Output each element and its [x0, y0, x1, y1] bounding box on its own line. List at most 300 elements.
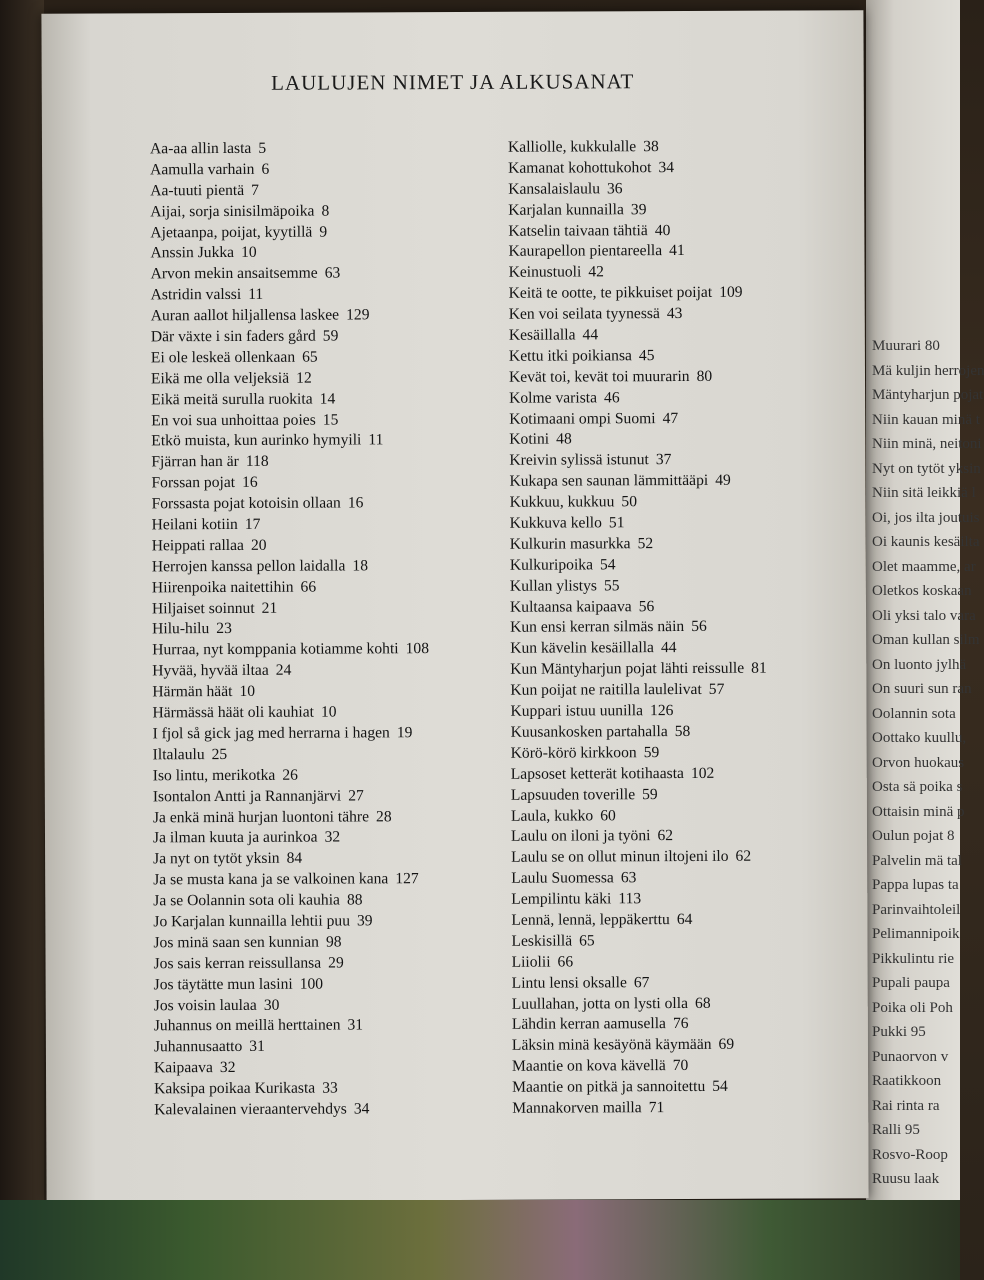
index-entry: [153, 869, 430, 891]
entry-title: Lempilintu käki: [511, 890, 612, 908]
adjacent-page: [866, 0, 984, 1250]
index-entry: [154, 1036, 431, 1058]
entry-title: Härmässä häät oli kauhiat: [152, 703, 315, 722]
entry-title: Eikä meitä surulla ruokita: [151, 390, 313, 409]
adjacent-page-fragment: Rai rinta ra: [872, 1097, 940, 1114]
adjacent-page-fragment: Nyt on tytöt yksin: [872, 460, 981, 477]
entry-title: Eikä me olla veljeksiä: [150, 369, 290, 388]
entry-title: Kalevalainen vieraantervehdys: [154, 1100, 347, 1119]
index-entry: [510, 638, 767, 660]
entry-title: Aa-aa allin lasta: [149, 139, 252, 158]
entry-title: Kun kävelin kesäillalla: [510, 639, 654, 658]
entry-title: Där växte i sin faders gård: [150, 327, 316, 346]
entry-page-number: 25: [211, 745, 228, 763]
index-entry: [511, 742, 768, 764]
entry-title: Astridin valssi: [150, 286, 242, 304]
entry-title: Kukkuva kello: [509, 514, 602, 532]
adjacent-page-fragment: Oi, jos ilta joutuis: [872, 509, 980, 526]
entry-title: Lennä, lennä, leppäkerttu: [511, 911, 670, 929]
index-entry: [152, 514, 429, 536]
adjacent-page-fragment: Ottaisin minä p: [872, 803, 965, 820]
entry-page-number: 12: [296, 369, 312, 387]
index-entry: [153, 911, 430, 933]
index-entry: [509, 471, 766, 493]
entry-page-number: 62: [657, 827, 674, 845]
entry-page-number: 49: [715, 472, 731, 490]
index-entry: [153, 890, 430, 912]
entry-title: Jos täytätte mun lasini: [153, 975, 293, 993]
entry-page-number: 16: [347, 494, 364, 512]
entry-page-number: 14: [319, 390, 336, 408]
entry-title: Heilani kotiin: [151, 515, 238, 534]
index-entry: [512, 1077, 769, 1099]
adjacent-page-fragment: Muurari 80: [872, 338, 940, 354]
index-entry: [154, 1099, 431, 1121]
index-entry: [153, 828, 430, 850]
entry-title: Karjalan kunnailla: [508, 200, 624, 219]
entry-title: Katselin taivaan tähtiä: [508, 221, 648, 240]
entry-title: Jo Karjalan kunnailla lehtii puu: [153, 912, 351, 931]
entry-title: Kotimaani ompi Suomi: [509, 409, 656, 428]
adjacent-page-fragment: Pelimannipoik: [872, 926, 960, 942]
background-photo-strip: [0, 1200, 960, 1280]
entry-title: Kulkuripoika: [509, 556, 594, 574]
adjacent-page-fragment: Pikkulintu rie: [872, 950, 955, 967]
entry-page-number: 102: [690, 764, 715, 782]
entry-title: Hilu-hilu: [152, 620, 210, 638]
index-entry: [512, 1035, 769, 1057]
index-entry: [152, 619, 429, 641]
index-entry: [511, 805, 768, 827]
index-entry: [152, 535, 429, 557]
entry-page-number: 21: [261, 599, 278, 617]
entry-page-number: 10: [241, 244, 257, 262]
entry-title: Kamanat kohottukohot: [508, 159, 652, 177]
index-entry: [512, 1098, 769, 1120]
index-entry: [509, 366, 766, 388]
entry-title: Ja se Oolannin sota oli kauhia: [153, 891, 340, 910]
entry-page-number: 30: [263, 996, 280, 1014]
adjacent-page-fragment: Osta sä poika s: [872, 779, 963, 795]
index-entry: [509, 262, 766, 284]
entry-page-number: 63: [324, 264, 341, 282]
index-entry: [154, 974, 431, 996]
index-entry: [510, 617, 767, 639]
adjacent-page-fragment: Pappa lupas ta: [872, 877, 959, 893]
entry-title: Forssan pojat: [151, 474, 236, 492]
entry-title: Lapsoset ketterät kotihaasta: [510, 764, 684, 783]
entry-title: Jos sais kerran reissullansa: [153, 954, 322, 973]
adjacent-page-fragment: Pukki 95: [872, 1024, 926, 1040]
index-entry: [510, 492, 767, 514]
entry-title: Kun Mäntyharjun pojat lähti reissulle: [510, 660, 745, 679]
entry-page-number: 66: [300, 578, 317, 596]
index-entry: [509, 304, 766, 326]
entry-page-number: 8: [321, 202, 330, 220]
entry-page-number: 118: [245, 453, 269, 471]
entry-page-number: 60: [600, 806, 616, 824]
entry-title: Hiljaiset soinnut: [151, 599, 255, 617]
entry-title: Lapsuuden toverille: [510, 785, 636, 804]
index-entry: [152, 639, 429, 661]
entry-page-number: 62: [735, 847, 752, 866]
entry-title: Isontalon Antti ja Rannanjärvi: [152, 787, 342, 805]
adjacent-page-fragment: Ruusu laak: [872, 1171, 940, 1187]
entry-title: Körö-körö kirkkoon: [510, 744, 637, 762]
index-entry: [512, 1056, 769, 1078]
page-title: LAULUJEN NIMET JA ALKUSANAT: [271, 69, 635, 95]
entry-page-number: 31: [249, 1038, 265, 1056]
background-left-edge: [0, 0, 44, 1280]
entry-title: Hiirenpoika naitettihin: [151, 578, 294, 597]
entry-page-number: 98: [325, 933, 342, 951]
entry-page-number: 36: [606, 180, 623, 198]
adjacent-page-fragment: Oolannin sota: [872, 705, 956, 722]
entry-title: Ja nyt on tytöt yksin: [153, 850, 280, 868]
adjacent-page-fragment: Oi kaunis kesäilta: [872, 534, 980, 550]
entry-page-number: 15: [322, 411, 339, 429]
index-entry: [150, 138, 427, 160]
entry-title: Kuppari istuu uunilla: [510, 702, 644, 720]
entry-page-number: 56: [691, 618, 707, 636]
entry-title: Kultaansa kaipaava: [509, 597, 632, 616]
index-entry: [151, 472, 428, 494]
index-entry: [151, 347, 428, 369]
entry-title: Laula, kukko: [510, 806, 594, 825]
entry-title: Mannakorven mailla: [512, 1099, 642, 1117]
adjacent-page-fragment: Oulun pojat 8: [872, 828, 955, 844]
index-entry: [150, 201, 427, 223]
entry-page-number: 67: [633, 973, 650, 991]
adjacent-page-fragment: Punaorvon v: [872, 1048, 949, 1065]
index-page: [41, 10, 868, 1202]
adjacent-page-fragment: Oottako kuullu,: [872, 730, 967, 746]
entry-page-number: 69: [718, 1036, 735, 1054]
entry-page-number: 18: [352, 557, 369, 575]
entry-page-number: 55: [603, 576, 620, 595]
entry-page-number: 50: [621, 493, 638, 511]
index-entry: [151, 305, 428, 327]
index-entry: [510, 554, 767, 576]
index-entry: [510, 701, 767, 723]
entry-title: Ken voi seilata tyynessä: [508, 305, 660, 323]
entry-title: Kaksipa poikaa Kurikasta: [154, 1079, 316, 1098]
adjacent-page-fragment: On luonto jylhä: [872, 656, 967, 673]
adjacent-page-fragment: Olet maamme, ar: [872, 558, 976, 575]
entry-page-number: 48: [556, 430, 572, 449]
entry-page-number: 44: [582, 326, 599, 344]
entry-page-number: 38: [643, 138, 659, 156]
entry-page-number: 59: [322, 327, 339, 345]
entry-title: Ja enkä minä hurjan luontoni tähre: [152, 807, 370, 826]
entry-title: Maantie on pitkä ja sannoitettu: [512, 1077, 706, 1096]
entry-page-number: 126: [649, 702, 674, 720]
entry-page-number: 127: [395, 870, 419, 888]
index-entry: [151, 389, 428, 411]
entry-title: Läksin minä kesäyönä käymään: [511, 1036, 712, 1055]
entry-page-number: 11: [368, 431, 384, 449]
entry-page-number: 32: [219, 1059, 236, 1077]
adjacent-page-fragment: On suuri sun ran: [872, 681, 972, 697]
entry-page-number: 65: [302, 348, 318, 366]
adjacent-page-fragment: Parinvaihtoleil: [872, 901, 961, 918]
entry-title: Luullahan, jotta on lysti olla: [511, 994, 689, 1013]
index-entry: [151, 451, 428, 473]
entry-page-number: 27: [348, 787, 364, 805]
entry-title: Fjärran han är: [151, 453, 239, 471]
index-entry: [150, 243, 427, 265]
index-entry: [512, 1014, 769, 1036]
entry-title: Kansalaislaulu: [508, 180, 601, 198]
entry-title: Aa-tuuti pientä: [150, 181, 245, 200]
entry-page-number: 31: [347, 1016, 364, 1034]
entry-page-number: 9: [319, 223, 328, 241]
entry-page-number: 47: [662, 409, 679, 427]
entry-page-number: 64: [676, 910, 693, 928]
index-entry: [512, 972, 769, 994]
entry-title: Kun poijat ne raitilla laulelivat: [510, 681, 702, 699]
index-entry: [151, 431, 428, 453]
entry-page-number: 16: [242, 474, 258, 492]
index-entry: [511, 930, 768, 952]
index-entry: [153, 723, 430, 745]
index-entry: [152, 556, 429, 578]
entry-page-number: 54: [599, 556, 616, 574]
index-entry: [151, 410, 428, 432]
index-entry: [510, 513, 767, 535]
index-entry: [154, 1078, 431, 1100]
entry-page-number: 70: [672, 1057, 689, 1075]
entry-page-number: 81: [751, 659, 767, 677]
entry-page-number: 80: [696, 367, 713, 385]
index-entry: [509, 429, 766, 451]
entry-title: Jos voisin laulaa: [153, 996, 257, 1014]
entry-page-number: 58: [674, 722, 691, 740]
entry-title: Laulu se on ollut minun iltojeni ilo: [511, 848, 729, 867]
entry-title: Ja ilman kuuta ja aurinkoa: [152, 828, 318, 847]
index-entry: [152, 681, 429, 703]
entry-title: Ajetaanpa, poijat, kyytillä: [150, 223, 313, 241]
index-entry: [509, 346, 766, 368]
entry-title: Juhannus on meillä herttainen: [153, 1016, 341, 1035]
index-entry: [509, 325, 766, 347]
entry-title: Herrojen kanssa pellon laidalla: [151, 557, 346, 576]
index-entry: [509, 283, 766, 305]
adjacent-page-fragment: Niin kauan minä t: [872, 411, 980, 428]
entry-page-number: 17: [244, 515, 261, 533]
entry-title: I fjol så gick jag med herrarna i hagen: [152, 724, 390, 743]
index-entry: [511, 847, 768, 869]
adjacent-page-fragment: Oletkos koskaan: [872, 583, 972, 599]
index-entry: [153, 765, 430, 787]
entry-title: Kun ensi kerran silmäs näin: [510, 618, 685, 637]
entry-page-number: 34: [658, 158, 675, 176]
entry-page-number: 59: [642, 785, 658, 803]
entry-page-number: 52: [637, 535, 654, 553]
entry-title: Leskisillä: [511, 932, 573, 950]
entry-page-number: 66: [557, 953, 574, 971]
index-entry: [508, 199, 765, 221]
entry-page-number: 39: [630, 200, 647, 218]
entry-title: Iltalaulu: [152, 745, 205, 764]
entry-page-number: 29: [328, 954, 344, 972]
entry-title: Kukapa sen saunan lämmittääpi: [509, 472, 709, 491]
entry-title: Heippati rallaa: [151, 536, 244, 555]
adjacent-page-fragment: Mäntyharjun pojat: [872, 387, 984, 403]
entry-page-number: 59: [643, 743, 660, 762]
index-entry: [152, 702, 429, 724]
index-entry: [151, 368, 428, 390]
index-entry: [154, 995, 431, 1017]
entry-page-number: 26: [282, 766, 298, 784]
index-entry: [511, 722, 768, 744]
adjacent-page-fragment: Oman kullan silm: [872, 632, 980, 648]
entry-page-number: 54: [712, 1077, 728, 1095]
entry-page-number: 10: [239, 683, 256, 701]
adjacent-page-fragment: Rosvo-Roop: [872, 1146, 948, 1163]
entry-title: Laulu Suomessa: [511, 869, 614, 887]
entry-page-number: 41: [669, 242, 685, 260]
entry-title: Kulkurin masurkka: [509, 535, 631, 553]
adjacent-page-fragment: Niin minä, neitoni: [872, 436, 982, 452]
entry-page-number: 88: [346, 891, 363, 909]
index-entry: [150, 222, 427, 244]
entry-title: Arvon mekin ansaitsemme: [150, 264, 318, 283]
index-entry: [511, 826, 768, 848]
adjacent-page-fragment: Palvelin mä tal: [872, 852, 962, 869]
entry-title: En voi sua unhoittaa poies: [151, 411, 316, 429]
entry-title: Kalliolle, kukkulalle: [507, 138, 637, 156]
adjacent-page-fragment: Ralli 95: [872, 1122, 920, 1138]
entry-page-number: 68: [694, 994, 711, 1012]
index-column-right: [508, 137, 769, 1120]
index-entry: [511, 784, 768, 806]
entry-title: Kolme varista: [509, 389, 598, 407]
entry-page-number: 84: [286, 849, 303, 868]
index-entry: [152, 577, 429, 599]
index-entry: [509, 450, 766, 472]
index-entry: [508, 137, 765, 159]
entry-page-number: 100: [299, 975, 324, 993]
entry-page-number: 65: [579, 932, 595, 950]
entry-page-number: 44: [660, 639, 677, 657]
index-entry: [151, 263, 428, 285]
index-entry: [153, 807, 430, 829]
entry-page-number: 7: [251, 181, 259, 199]
entry-title: Auran aallot hiljallensa laskee: [150, 306, 340, 325]
entry-page-number: 24: [275, 661, 292, 680]
entry-page-number: 51: [608, 514, 625, 532]
entry-title: Iso lintu, merikotka: [152, 766, 276, 785]
entry-title: Maantie on kova kävellä: [511, 1057, 666, 1075]
index-entry: [154, 1057, 431, 1079]
entry-title: Kesäillalla: [508, 326, 576, 344]
entry-title: Forssasta pojat kotoisin ollaan: [151, 494, 341, 513]
entry-title: Kettu itki poikiansa: [508, 347, 632, 365]
index-entry: [153, 744, 430, 766]
index-entry: [153, 932, 430, 954]
entry-page-number: 39: [356, 912, 373, 930]
entry-title: Kotini: [509, 431, 550, 449]
index-entry: [150, 180, 427, 202]
entry-page-number: 40: [654, 221, 671, 239]
index-entry: [511, 910, 768, 932]
entry-title: Kuusankosken partahalla: [510, 723, 668, 741]
index-entry: [510, 659, 767, 681]
entry-page-number: 109: [719, 283, 743, 302]
index-entry: [152, 598, 429, 620]
entry-page-number: 76: [672, 1015, 689, 1033]
index-entry: [509, 408, 766, 430]
index-entry: [154, 953, 431, 975]
entry-page-number: 56: [638, 597, 655, 615]
entry-title: Keinustuoli: [508, 263, 582, 282]
index-entry: [508, 158, 765, 180]
index-entry: [510, 596, 767, 618]
entry-page-number: 32: [324, 828, 341, 846]
index-entry: [153, 848, 430, 870]
index-entry: [151, 326, 428, 348]
entry-title: Lähdin kerran aamusella: [511, 1015, 667, 1034]
adjacent-page-fragment: Raatikkoon: [872, 1073, 942, 1089]
index-entry: [512, 993, 769, 1015]
entry-title: Kreivin sylissä istunut: [509, 451, 649, 470]
entry-title: Kaipaava: [153, 1059, 213, 1077]
entry-title: Keitä te ootte, te pikkuiset poijat: [508, 284, 713, 302]
entry-page-number: 43: [666, 305, 683, 323]
index-entry: [509, 387, 766, 409]
entry-page-number: 6: [261, 160, 270, 178]
index-entry: [510, 575, 767, 597]
entry-title: Juhannusaatto: [153, 1038, 243, 1056]
entry-title: Lintu lensi oksalle: [511, 973, 627, 992]
entry-title: Ei ole leskeä ollenkaan: [150, 348, 296, 367]
entry-title: Kevät toi, kevät toi muurarin: [508, 367, 690, 386]
entry-page-number: 28: [375, 807, 392, 825]
entry-page-number: 5: [258, 139, 267, 157]
adjacent-page-fragment: Mä kuljin herrojen: [872, 362, 984, 379]
entry-title: Kullan ylistys: [509, 577, 598, 595]
entry-title: Aijai, sorja sinisilmäpoika: [150, 202, 315, 220]
entry-title: Härmän häät: [152, 683, 233, 701]
entry-title: Liiolii: [511, 953, 551, 971]
index-entry: [508, 241, 765, 263]
entry-page-number: 129: [346, 306, 370, 324]
entry-page-number: 46: [603, 388, 620, 407]
index-entry: [511, 763, 768, 785]
adjacent-page-fragment: Pupali paupa: [872, 975, 950, 991]
index-entry: [510, 534, 767, 556]
index-entry: [508, 178, 765, 200]
index-entry: [151, 284, 428, 306]
entry-title: Kaurapellon pientareella: [508, 242, 663, 261]
index-column-left: [150, 138, 431, 1121]
entry-page-number: 71: [648, 1099, 665, 1117]
entry-page-number: 42: [588, 263, 604, 281]
index-entry: [154, 1016, 431, 1038]
index-entry: [511, 889, 768, 911]
entry-page-number: 10: [320, 703, 337, 721]
entry-title: Hyvää, hyvää iltaa: [152, 662, 269, 680]
entry-title: Hurraa, nyt komppania kotiamme kohti: [152, 640, 399, 659]
entry-title: Jos minä saan sen kunnian: [153, 933, 319, 952]
adjacent-page-fragment: Orvon huokaus: [872, 754, 965, 771]
entry-page-number: 45: [638, 347, 655, 365]
entry-page-number: 20: [250, 536, 267, 554]
entry-title: Ja se musta kana ja se valkoinen kana: [153, 870, 389, 889]
index-entry: [510, 680, 767, 702]
entry-page-number: 34: [353, 1100, 370, 1118]
